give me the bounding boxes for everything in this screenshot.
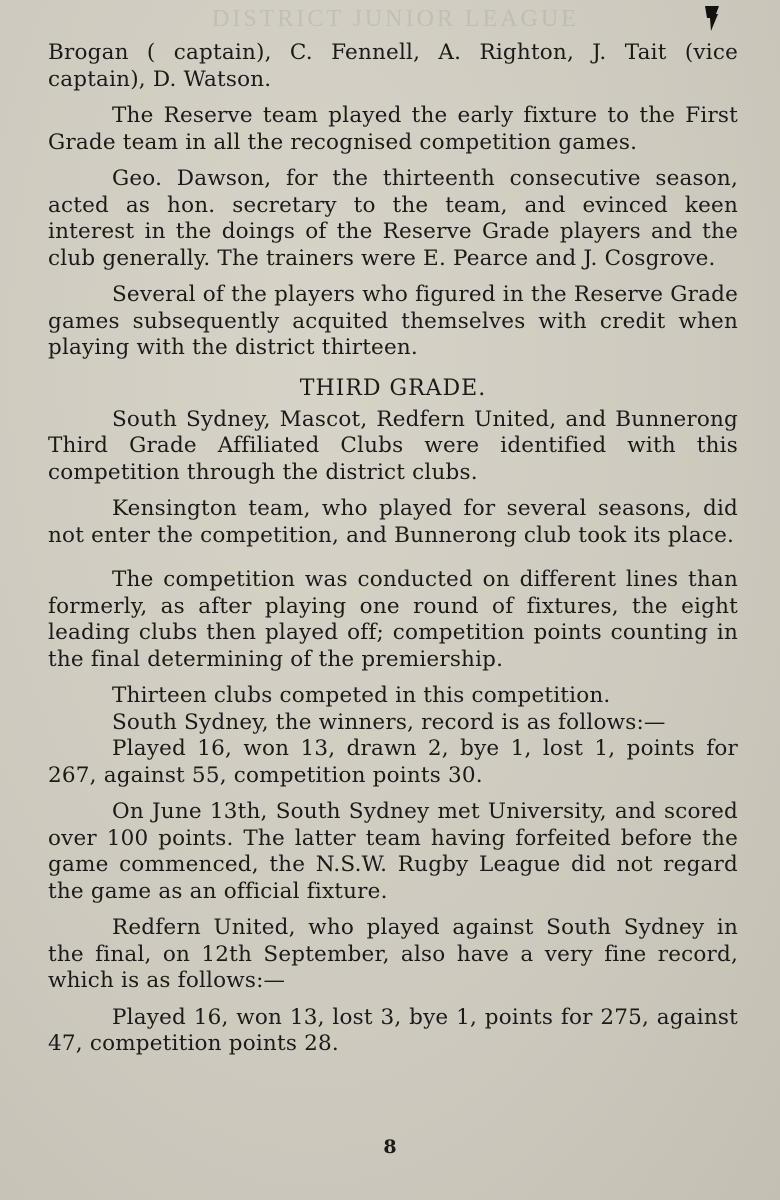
paragraph-redfern-final: Redfern United, who played against South Sydney in the final, on 12th September, also have a very fine record, which is as follows:— xyxy=(48,915,738,993)
paragraph-university-match: On June 13th, South Sydney met University, and scored over 100 points. The latter team having forfeited before the game commenced, the N.S.W. Rugby League did not regard the game as an official fixture. xyxy=(48,799,738,904)
section-heading-third-grade: THIRD GRADE. xyxy=(299,375,487,401)
paragraph-competition-format: The competition was conducted on different lines than formerly, as after playing one round of fixtures, the eight leading clubs then played off; competition points counting in the final determining of the premiership. xyxy=(48,567,738,672)
paragraph-reserve-team: The Reserve team played the early fixture to the First Grade team in all the recognised competition games. xyxy=(48,103,738,155)
paragraph-winners-record-intro: South Sydney, the winners, record is as follows:— xyxy=(112,709,666,735)
document-page xyxy=(48,40,738,1058)
paragraph-thirteen-clubs: Thirteen clubs competed in this competition. xyxy=(112,683,611,708)
paragraph-team-list: Brogan ( captain), C. Fennell, A. Righton, J. Tait (vice captain), D. Watson. xyxy=(48,40,738,92)
page-number: 8 xyxy=(383,1136,397,1158)
paragraph-players: Several of the players who figured in the Reserve Grade games subsequently acquited themselves with credit when playing with the district thirteen. xyxy=(48,282,738,360)
paragraph-south-sydney-record: Played 16, won 13, drawn 2, bye 1, lost 1, points for 267, against 55, competition points 30. xyxy=(48,736,738,788)
paragraph-secretary: Geo. Dawson, for the thirteenth consecutive season, acted as hon. secretary to the team, and evinced keen interest in the doings of the Reserve Grade players and the club generally. The trainers were E. Pearce and J. Cosgrove. xyxy=(48,166,738,271)
paragraph-kensington: Kensington team, who played for several seasons, did not enter the competition, and Bunnerong club took its place. xyxy=(48,496,738,548)
paragraph-redfern-record: Played 16, won 13, lost 3, bye 1, points for 275, against 47, competition points 28. xyxy=(48,1004,738,1056)
paragraph-affiliated-clubs: South Sydney, Mascot, Redfern United, and Bunnerong Third Grade Affiliated Clubs were identified with this competition through the district clubs. xyxy=(48,406,738,485)
bleed-through-header: DISTRICT JUNIOR LEAGUE xyxy=(212,6,579,32)
corner-mark-icon xyxy=(702,4,722,32)
